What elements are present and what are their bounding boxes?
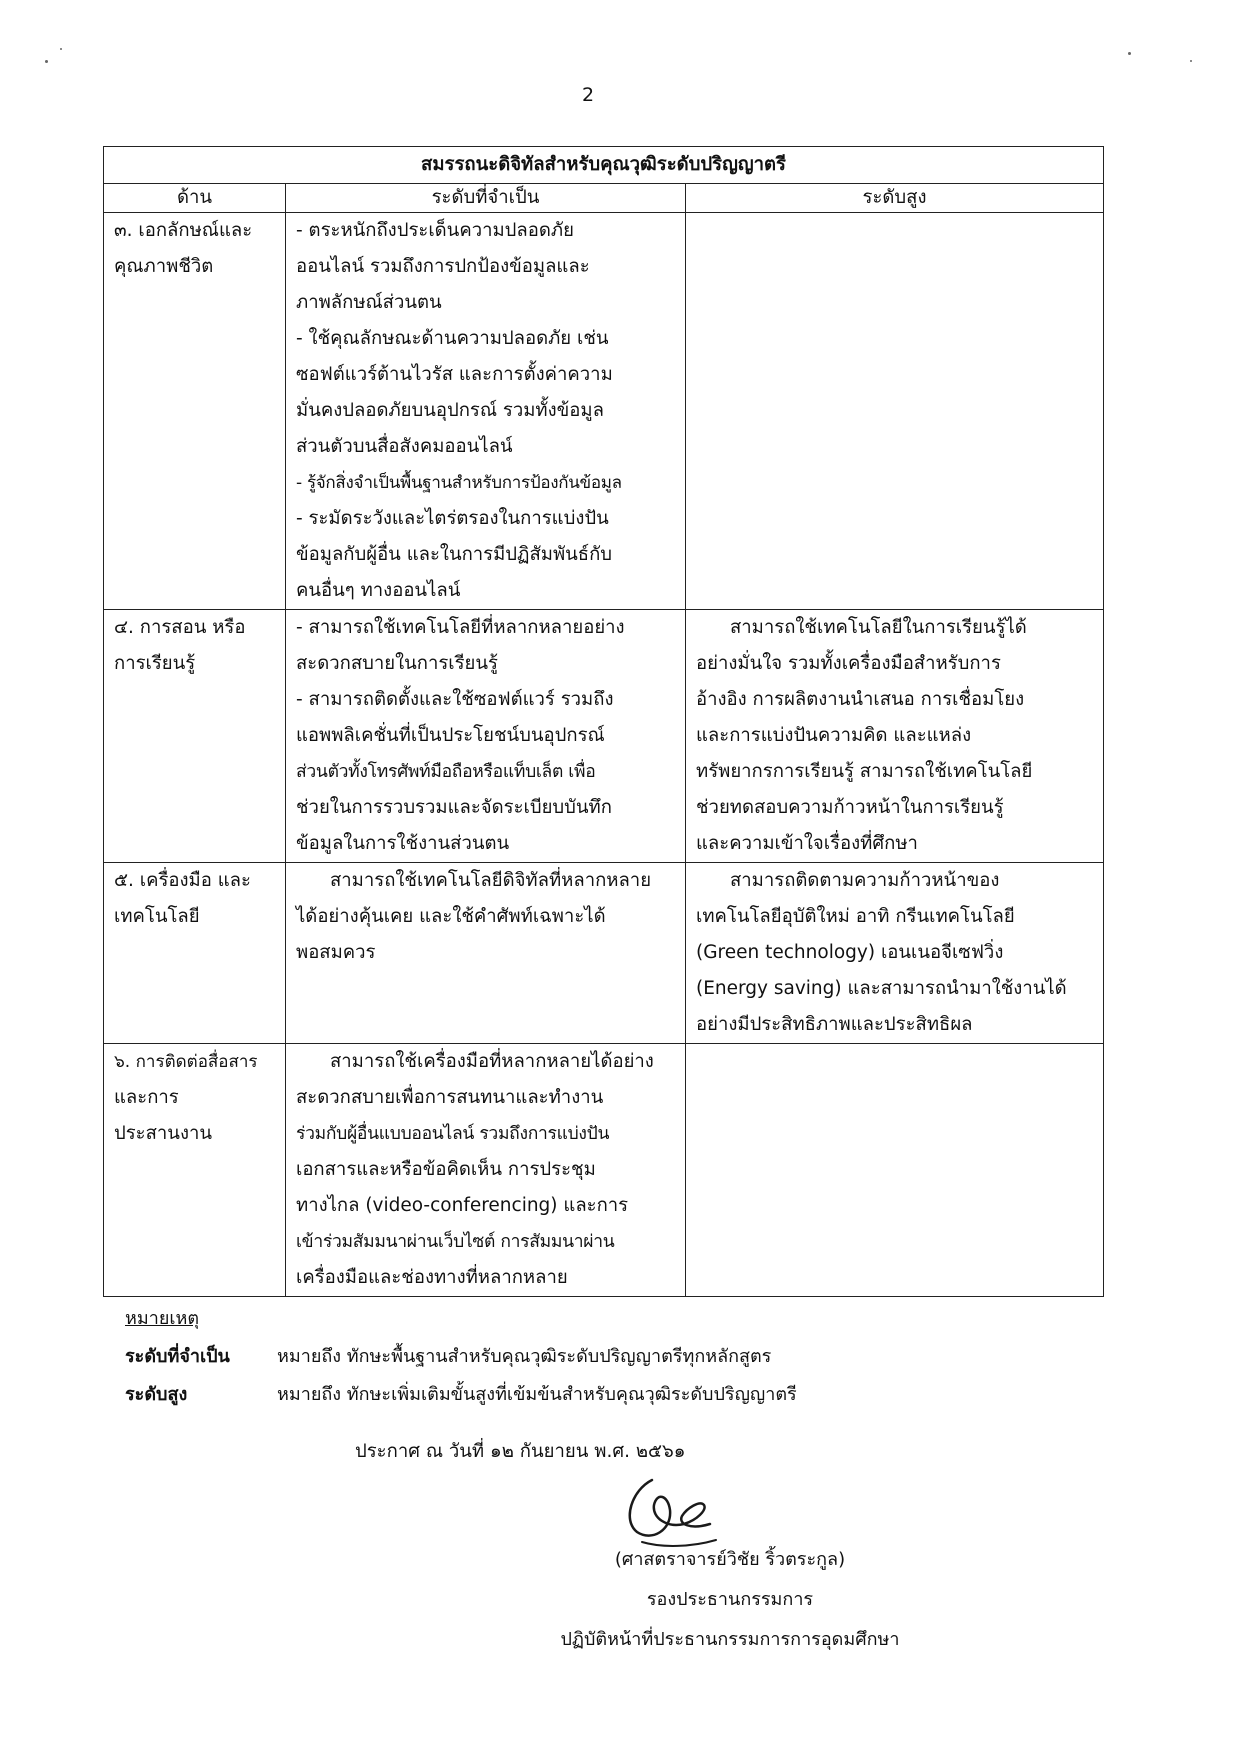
scan-speck — [45, 60, 48, 63]
required-cell — [286, 1044, 686, 1297]
column-header-aspect: ด้าน — [104, 184, 286, 213]
announcement-date: ประกาศ ณ วันที่ ๑๒ กันยายน พ.ศ. ๒๕๖๑ — [355, 1441, 686, 1462]
required-line: ร่วมกับผู้อื่นแบบออนไลน์ รวมถึงการแบ่งปัน — [296, 1124, 610, 1144]
advanced-line: สามารถติดตามความก้าวหน้าของ — [730, 870, 1000, 891]
note-item — [125, 1376, 797, 1414]
scan-speck — [1190, 60, 1192, 62]
aspect-line: ๕. เครื่องมือ และ — [114, 870, 251, 891]
advanced-line: อ้างอิง การผลิตงานนำเสนอ การเชื่อมโยง — [696, 689, 1025, 710]
advanced-cell — [686, 213, 1104, 610]
advanced-cell — [686, 610, 1104, 863]
advanced-line: และการแบ่งปันความคิด และแหล่ง — [696, 725, 972, 746]
note-definition: หมายถึง ทักษะเพิ่มเติมขั้นสูงที่เข้มข้นสำหรับคุณวุฒิระดับปริญญาตรี — [277, 1384, 797, 1405]
signature-block — [520, 1500, 940, 1660]
required-line: - ระมัดระวังและไตร่ตรองในการแบ่งปัน — [296, 508, 609, 529]
note-term: ระดับสูง — [125, 1384, 188, 1405]
notes-heading: หมายเหตุ — [125, 1308, 200, 1329]
aspect-line: ๓. เอกลักษณ์และ — [114, 220, 253, 241]
required-line: ได้อย่างคุ้นเคย และใช้คำศัพท์เฉพาะได้ — [296, 906, 606, 927]
required-line: พอสมควร — [296, 942, 376, 963]
column-header-advanced: ระดับสูง — [686, 184, 1104, 213]
required-line: มั่นคงปลอดภัยบนอุปกรณ์ รวมทั้งข้อมูล — [296, 400, 604, 421]
required-line: สามารถใช้เครื่องมือที่หลากหลายได้อย่าง — [330, 1051, 654, 1072]
aspect-line: ๔. การสอน หรือ — [114, 617, 246, 638]
required-line: - ใช้คุณลักษณะด้านความปลอดภัย เช่น — [296, 328, 609, 349]
advanced-cell — [686, 1044, 1104, 1297]
scan-speck — [60, 48, 62, 50]
required-line: คนอื่นๆ ทางออนไลน์ — [296, 580, 461, 601]
advanced-cell — [686, 863, 1104, 1044]
aspect-line: ประสานงาน — [114, 1123, 213, 1144]
advanced-line: และความเข้าใจเรื่องที่ศึกษา — [696, 833, 918, 854]
aspect-line: การเรียนรู้ — [114, 653, 196, 674]
table-row — [104, 610, 1104, 863]
table-row — [104, 1044, 1104, 1297]
notes-section — [125, 1300, 797, 1414]
required-line: แอพพลิเคชั่นที่เป็นประโยชน์บนอุปกรณ์ — [296, 725, 605, 746]
required-line: - สามารถใช้เทคโนโลยีที่หลากหลายอย่าง — [296, 617, 625, 638]
required-cell — [286, 610, 686, 863]
table-row — [104, 213, 1104, 610]
note-definition: หมายถึง ทักษะพื้นฐานสำหรับคุณวุฒิระดับปริญญาตรีทุกหลักสูตร — [277, 1346, 772, 1367]
required-line: - รู้จักสิ่งจำเป็นพื้นฐานสำหรับการป้องกันข้อมูล — [296, 473, 622, 493]
table-row — [104, 863, 1104, 1044]
required-line: - ตระหนักถึงประเด็นความปลอดภัย — [296, 220, 574, 241]
required-line: - สามารถติดตั้งและใช้ซอฟต์แวร์ รวมถึง — [296, 689, 614, 710]
advanced-line: (Green technology) เอนเนอจีเซฟวิ่ง — [696, 942, 1004, 963]
page-number: 2 — [581, 84, 595, 106]
aspect-line: ๖. การติดต่อสื่อสาร — [114, 1052, 258, 1072]
required-line: สามารถใช้เทคโนโลยีดิจิทัลที่หลากหลาย — [330, 870, 652, 891]
required-line: ส่วนตัวบนสื่อสังคมออนไลน์ — [296, 436, 513, 457]
required-line: ข้อมูลกับผู้อื่น และในการมีปฏิสัมพันธ์กับ — [296, 544, 613, 565]
advanced-line: ช่วยทดสอบความก้าวหน้าในการเรียนรู้ — [696, 797, 1004, 818]
aspect-cell — [104, 1044, 286, 1297]
required-cell — [286, 213, 686, 610]
scan-speck — [1128, 52, 1131, 55]
required-line: ทางไกล (video-conferencing) และการ — [296, 1195, 629, 1216]
required-line: ข้อมูลในการใช้งานส่วนตน — [296, 833, 510, 854]
required-line: สะดวกสบายในการเรียนรู้ — [296, 653, 498, 674]
advanced-line: อย่างมีประสิทธิภาพและประสิทธิผล — [696, 1014, 973, 1035]
required-line: ซอฟต์แวร์ต้านไวรัส และการตั้งค่าความ — [296, 364, 613, 385]
required-line: เข้าร่วมสัมมนาผ่านเว็บไซต์ การสัมมนาผ่าน — [296, 1232, 615, 1252]
required-line: ภาพลักษณ์ส่วนตน — [296, 292, 442, 313]
advanced-line: (Energy saving) และสามารถนำมาใช้งานได้ — [696, 978, 1067, 999]
aspect-cell — [104, 610, 286, 863]
signatory-name: (ศาสตราจารย์วิชัย ริ้วตระกูล) — [614, 1549, 846, 1570]
advanced-line: อย่างมั่นใจ รวมทั้งเครื่องมือสำหรับการ — [696, 653, 1001, 674]
required-line: ช่วยในการรวบรวมและจัดระเบียบบันทึก — [296, 797, 612, 818]
aspect-line: เทคโนโลยี — [114, 906, 200, 927]
advanced-line: เทคโนโลยีอุบัติใหม่ อาทิ กรีนเทคโนโลยี — [696, 906, 1015, 927]
note-item — [125, 1338, 797, 1376]
note-term: ระดับที่จำเป็น — [125, 1346, 230, 1367]
required-line: เครื่องมือและช่องทางที่หลากหลาย — [296, 1267, 568, 1288]
signatory-position: ปฏิบัติหน้าที่ประธานกรรมการการอุดมศึกษา — [560, 1629, 900, 1650]
aspect-line: คุณภาพชีวิต — [114, 256, 214, 277]
required-line: สะดวกสบายเพื่อการสนทนาและทำงาน — [296, 1087, 604, 1108]
advanced-line: ทรัพยากรการเรียนรู้ สามารถใช้เทคโนโลยี — [696, 761, 1033, 782]
aspect-cell — [104, 863, 286, 1044]
required-line: ออนไลน์ รวมถึงการปกป้องข้อมูลและ — [296, 256, 590, 277]
required-line: ส่วนตัวทั้งโทรศัพท์มือถือหรือแท็บเล็ต เพื่อ — [296, 762, 596, 782]
aspect-cell — [104, 213, 286, 610]
table-title: สมรรถนะดิจิทัลสำหรับคุณวุฒิระดับปริญญาตรี — [104, 147, 1104, 184]
competency-table — [103, 146, 1104, 1297]
required-cell — [286, 863, 686, 1044]
column-header-required: ระดับที่จำเป็น — [286, 184, 686, 213]
signatory-position: รองประธานกรรมการ — [646, 1589, 814, 1610]
required-line: เอกสารและหรือข้อคิดเห็น การประชุม — [296, 1159, 596, 1180]
advanced-line: สามารถใช้เทคโนโลยีในการเรียนรู้ได้ — [730, 617, 1027, 638]
aspect-line: และการ — [114, 1087, 179, 1108]
